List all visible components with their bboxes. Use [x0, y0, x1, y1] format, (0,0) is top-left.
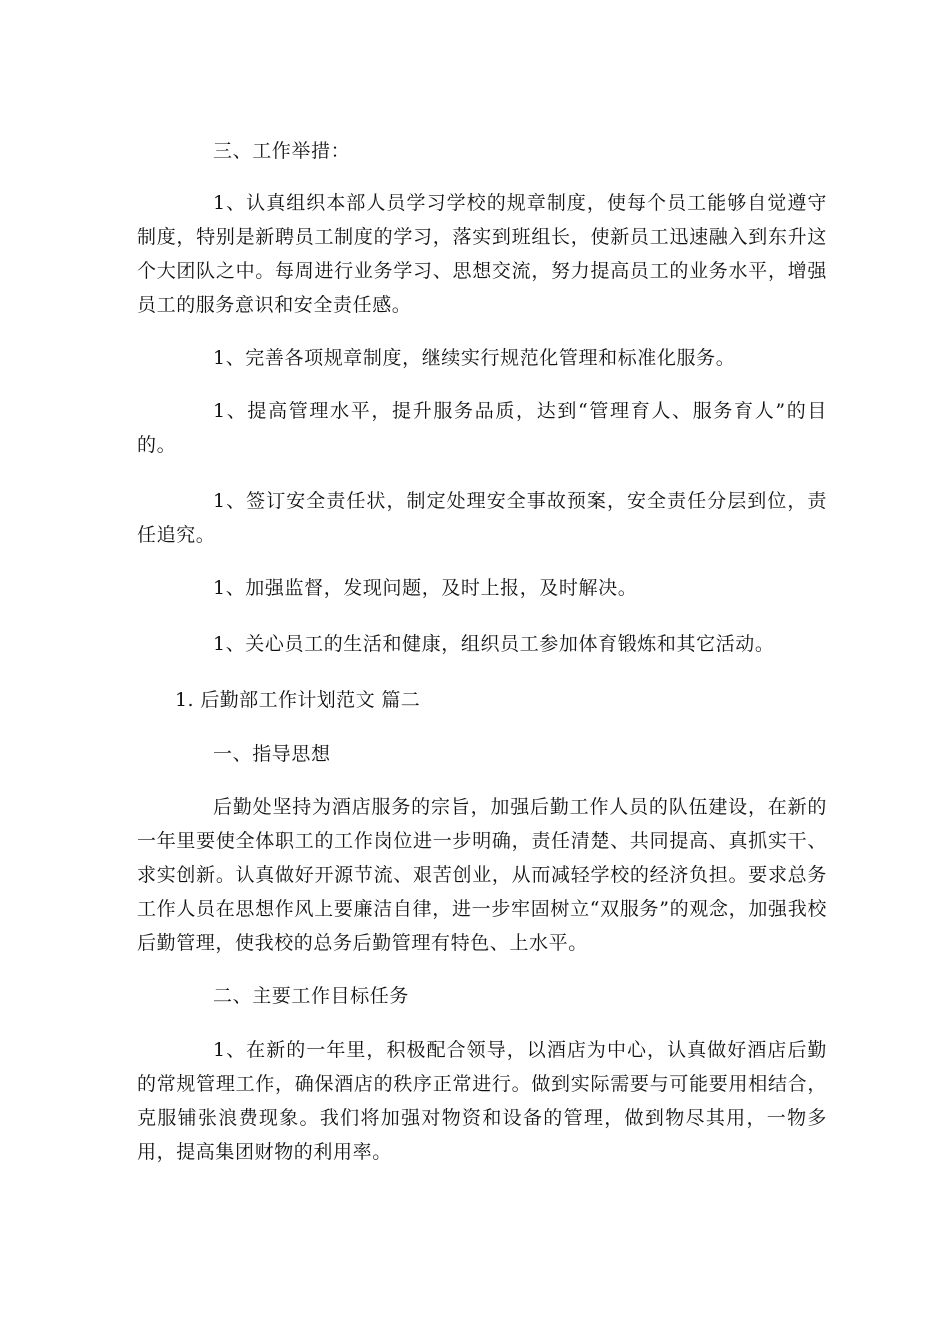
section-heading-main-goals: 二、主要工作目标任务: [213, 985, 410, 1007]
paragraph-measure-2: 1、完善各项规章制度，继续实行规范化管理和标准化服务。: [213, 347, 736, 369]
paragraph-measure-1: 1、认真组织本部人员学习学校的规章制度，使每个员工能够自觉遵守制度，特别是新聘员工制度的学习，落实到班组长，使新员工迅速融入到东升这个大团队之中。每周进行业务学习、思想交流，努力提高员工的业务水平，增强员工的服务意识和安全责任感。: [137, 192, 827, 316]
paragraph-goal-1: 1、在新的一年里，积极配合领导，以酒店为中心，认真做好酒店后勤的常规管理工作，确保酒店的秩序正常进行。做到实际需要与可能要用相结合，克服铺张浪费现象。我们将加强对物资和设备的管理，做到物尽其用，一物多用，提高集团财物的利用率。: [137, 1039, 827, 1163]
section-heading-guiding-ideology: 一、指导思想: [213, 743, 331, 765]
paragraph-measure-4: 1、签订安全责任状，制定处理安全事故预案，安全责任分层到位，责任追究。: [137, 490, 827, 546]
part-two-title: 1. 后勤部工作计划范文 篇二: [175, 689, 421, 711]
paragraph-measure-3: 1、提高管理水平，提升服务品质，达到“管理育人、服务育人”的目的。: [137, 400, 827, 456]
section-heading-work-measures: 三、工作举措：: [213, 140, 351, 162]
paragraph-measure-5: 1、加强监督，发现问题，及时上报，及时解决。: [213, 577, 638, 599]
paragraph-measure-6: 1、关心员工的生活和健康，组织员工参加体育锻炼和其它活动。: [213, 633, 775, 655]
paragraph-guiding-ideology: 后勤处坚持为酒店服务的宗旨，加强后勤工作人员的队伍建设，在新的一年里要使全体职工的工作岗位进一步明确，责任清楚、共同提高、真抓实干、求实创新。认真做好开源节流、艰苦创业，从而减轻学校的经济负担。要求总务工作人员在思想作风上要廉洁自律，进一步牢固树立“双服务”的观念，加强我校后勤管理，使我校的总务后勤管理有特色、上水平。: [137, 796, 827, 954]
